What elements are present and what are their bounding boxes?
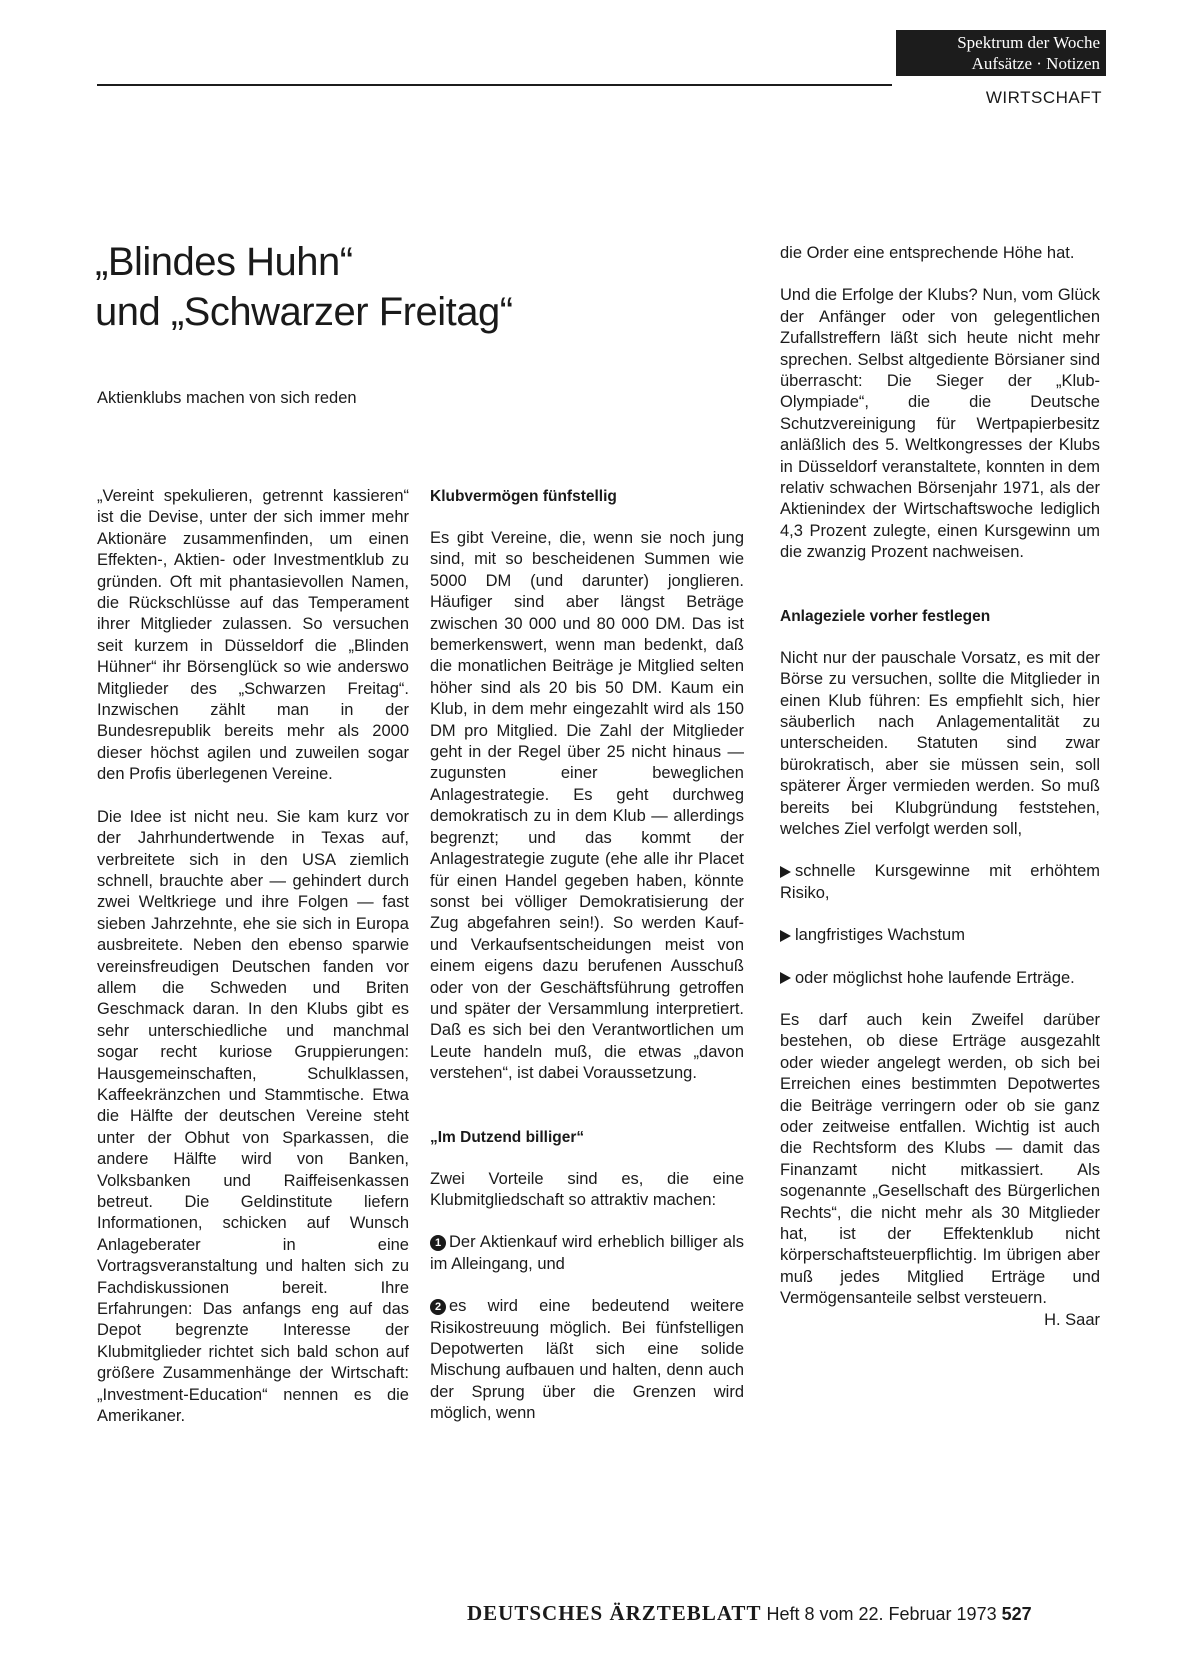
- column-3: [780, 243, 1100, 1331]
- bullet-item: [780, 968, 1100, 989]
- paragraph: Die Idee ist nicht neu. Sie kam kurz vor der Jahrhundertwende in Texas auf, verbreitete sich in den USA ziemlich schnell, brauchte aber — gehindert durch zwei Weltkriege und ihre Folgen — fast sieben Jahrzehnte, ehe sie sich in Europa ausbreitete. Neben den ebenso sparwie vereinsfreudigen Deutschen fanden vor allem die Schweden und Briten Geschmack daran. In den Klubs gibt es sehr unterschiedliche und manchmal sogar recht kuriose Gruppierungen: Hausgemeinschaften, Schulklassen, Kaffeekränzchen und Stammtische. Etwa die Hälfte der deutschen Vereine steht unter der Obhut von Sparkassen, die andere Hälfte wird von Banken, Volksbanken und Raiffeisenkassen betreut. Die Geldinstitute liefern Informationen, schicken auf Wunsch Anlageberater in eine Vortragsveranstaltung und halten sich zu Fachdiskussionen bereit. Ihre Erfahrungen: Das anfangs eng auf das Depot begrenzte Interesse der Klubmitglieder richtet sich bald schon auf größere Zusammenhänge der Wirtschaft: „Investment-Education“ nennen es die Amerikaner.: [97, 807, 409, 1426]
- issue-info: Heft 8 vom 22. Februar 1973: [766, 1604, 997, 1624]
- item-text: es wird eine bedeutend weitere Risikostreuung möglich. Bei fünfstelligen Depotwerten läßt sich eine solide Mischung aufbauen und halten, denn auch der Sprung über die Grenzen wird möglich, wenn: [430, 1297, 744, 1423]
- signature-line: [780, 1310, 1100, 1331]
- paragraph: Nicht nur der pauschale Vorsatz, es mit der Börse zu versuchen, sollte die Mitglieder in einen Klub führen: Es empfiehlt sich, hier säuberlich nach Anlagementalität zu unterscheiden. Statuten sind zwar bürokratisch, aber sie müssen sein, soll späterer Ärger vermieden werden. So muß bereits bei Klubgründung feststehen, welches Ziel verfolgt werden soll,: [780, 648, 1100, 838]
- paragraph: die Order eine entsprechende Höhe hat.: [780, 244, 1075, 262]
- header-line-1: Spektrum der Woche: [957, 33, 1100, 52]
- author-name: H. Saar: [1044, 1310, 1100, 1329]
- magazine-name: DEUTSCHES ÄRZTEBLATT: [467, 1601, 762, 1625]
- arrow-bullet-icon: [780, 930, 791, 942]
- paragraph: Zwei Vorteile sind es, die eine Klubmitgliedschaft so attraktiv machen:: [430, 1169, 744, 1209]
- paragraph: Es gibt Vereine, die, wenn sie noch jung sind, mit so bescheidenen Summen wie 5000 DM (und darunter) jonglieren. Häufiger sind aber längst Beträge zwischen 30 000 und 80 000 DM. Das ist bemerkenswert, wenn man bedenkt, daß die monatlichen Beiträge je Mitglied selten höher sind als 20 bis 50 DM. Kaum ein Klub, in dem mehr eingezahlt wird als 150 DM pro Mitglied. Die Zahl der Mitglieder geht in der Regel über 25 nicht hinaus — zugunsten einer beweglichen Anlagestrategie. Es geht durchweg demokratisch zu in dem Klub — allerdings begrenzt; und das kommt der Anlagestrategie zugute (ehe alle ihr Placet für einen Handel gegeben haben, könnte sonst bei völliger Demokratisierung der Zug abgefahren sein!). So werden Kauf- und Verkaufsentscheidungen meist von einem eigens dazu berufenen Ausschuß oder von der Geschäftsführung getroffen und später der Versammlung interpretiert. Daß es sich bei den Verantwortlichen um Leute handeln muß, die etwas „davon verstehen“, ist dabei Voraussetzung.: [430, 529, 744, 1083]
- paragraph: „Vereint spekulieren, getrennt kassieren“ ist die Devise, unter der sich immer mehr Aktionäre zusammenfinden, um einen Effekten-, Aktien- oder Investmentklub zu gründen. Oft mit phantasievollen Namen, die Rückschlüsse auf das Temperament ihrer Mitglieder zulassen. So versuchen seit kurzem in Düsseldorf die „Blinden Hühner“ ihr Börsenglück so wie anderswo Mitglieder des „Schwarzen Freitag“. Inzwischen zählt man in der Bundesrepublik bereits mehr als 2000 dieser höchst agilen und zuweilen sogar den Profis überlegenen Vereine.: [97, 487, 409, 784]
- page-footer: [467, 1601, 1032, 1626]
- article-subtitle: Aktienklubs machen von sich reden: [97, 389, 357, 407]
- section-heading: Klubvermögen fünfstellig: [430, 488, 617, 505]
- section-title: WIRTSCHAFT: [985, 88, 1102, 107]
- bullet-text: langfristiges Wachstum: [795, 926, 965, 945]
- arrow-bullet-icon: [780, 972, 791, 984]
- paragraph: Und die Erfolge der Klubs? Nun, vom Glück der Anfänger oder von gelegentlichen Zufallstreffern läßt sich heute nicht mehr sprechen. Selbst altgediente Börsianer sind überrascht: Die Sieger der „Klub-Olympiade“, die die Deutsche Schutzvereinigung für Wertpapierbesitz anläßlich des 5. Weltkongresses der Klubs in Düsseldorf veranstaltete, konnten in dem relativ schwachen Börsenjahr 1971, als der Aktienindex der Wirtschaftswoche lediglich 4,3 Prozent zulegte, einen Kursgewinn um die zwanzig Prozent nachweisen.: [780, 286, 1100, 562]
- numbered-item: [430, 1232, 744, 1275]
- title-line-1: „Blindes Huhn“: [95, 240, 353, 284]
- number-1-icon: 1: [430, 1235, 446, 1251]
- column-2: [430, 486, 744, 1425]
- bullet-text: schnelle Kursgewinne mit erhöhtem Risiko,: [780, 862, 1100, 902]
- paragraph: Es darf auch kein Zweifel darüber bestehen, ob diese Erträge ausgezahlt oder wieder angelegt werden, ob sich bei Erreichen eines bestimmten Depotwertes die Beiträge verringern oder ob sie ganz oder zeitweise entfallen. Wichtig ist auch die Rechtsform des Klubs — damit das Finanzamt nicht mitkassiert. Als sogenannte „Gesellschaft des Bürgerlichen Rechts“, die nicht mehr als 30 Mitglieder hat, ist der Effektenklub nicht körperschaftsteuerpflichtig. Im übrigen aber muß jedes Mitglied Erträge und Vermögensanteile selbst versteuern.: [780, 1010, 1100, 1308]
- article-title: [95, 237, 735, 337]
- bullet-text: oder möglichst hohe laufende Erträge.: [795, 968, 1075, 987]
- section-heading: Anlageziele vorher festlegen: [780, 607, 991, 625]
- item-text: Der Aktienkauf wird erheblich billiger als im Alleingang, und: [430, 1233, 744, 1273]
- numbered-item: [430, 1296, 744, 1424]
- bullet-item: [780, 861, 1100, 904]
- header-rule: [97, 84, 892, 86]
- column-1: [97, 486, 409, 1427]
- section-heading: „Im Dutzend billiger“: [430, 1128, 585, 1146]
- section-label-box: [896, 30, 1106, 76]
- header-line-2: Aufsätze · Notizen: [971, 54, 1100, 73]
- title-line-2: und „Schwarzer Freitag“: [95, 290, 513, 334]
- number-2-icon: 2: [430, 1299, 446, 1315]
- bullet-item: [780, 925, 1100, 946]
- page-number: 527: [1001, 1604, 1032, 1624]
- arrow-bullet-icon: [780, 866, 791, 878]
